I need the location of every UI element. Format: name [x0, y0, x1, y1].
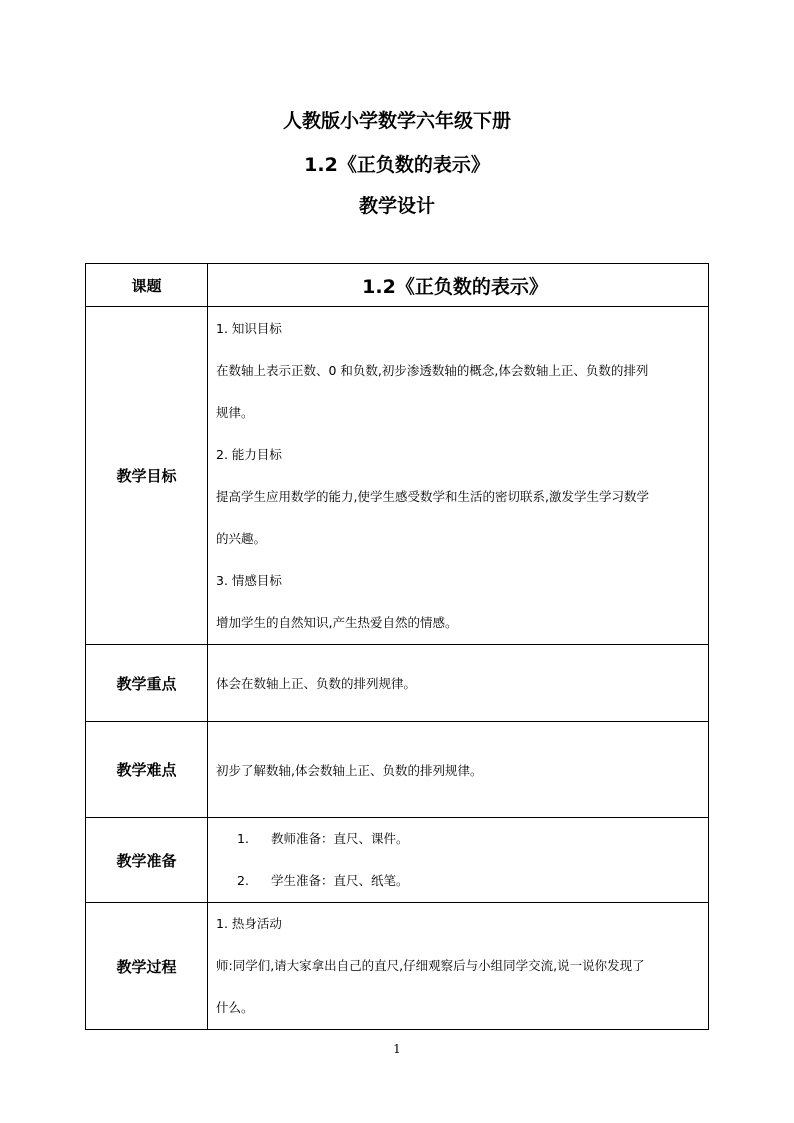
goal-line: 增加学生的自然知识,产生热爱自然的情感。: [216, 615, 458, 630]
process-content: [208, 903, 709, 1030]
page-number: 1: [393, 1042, 401, 1056]
table-row-goals: [86, 307, 709, 645]
difficulty-value: 初步了解数轴,体会数轴上正、负数的排列规律。: [208, 722, 709, 818]
table-row-process: [86, 903, 709, 1030]
topic-label: 课题: [86, 264, 208, 307]
list-text: 学生准备：直尺、纸笔。: [271, 873, 409, 888]
process-line: 什么。: [216, 1000, 254, 1015]
table-row-topic: [86, 264, 709, 307]
difficulty-label: 教学难点: [86, 722, 208, 818]
list-number: 1.: [237, 831, 249, 846]
list-number: 2.: [237, 873, 249, 888]
preparation-content: [208, 818, 709, 903]
goal-line: 的兴趣。: [216, 531, 267, 546]
goals-content: [208, 307, 709, 645]
goal-line: 规律。: [216, 405, 254, 420]
document-subtitle: 教学设计: [358, 195, 435, 217]
key-points-value: 体会在数轴上正、负数的排列规律。: [208, 645, 709, 722]
lesson-plan-table: [85, 263, 709, 1030]
goals-label: 教学目标: [86, 307, 208, 645]
preparation-label: 教学准备: [86, 818, 208, 903]
key-points-label: 教学重点: [86, 645, 208, 722]
lesson-title: 1.2《正负数的表示》: [304, 154, 490, 176]
table-row-preparation: [86, 818, 709, 903]
list-item: [216, 818, 702, 860]
goal-line: 提高学生应用数学的能力,使学生感受数学和生活的密切联系,激发学生学习数学: [216, 489, 649, 504]
process-line: 1. 热身活动: [216, 916, 282, 931]
goal-line: 在数轴上表示正数、0 和负数,初步渗透数轴的概念,体会数轴上正、负数的排列: [216, 363, 649, 378]
goal-line: 3. 情感目标: [216, 573, 282, 588]
process-line: 师:同学们,请大家拿出自己的直尺,仔细观察后与小组同学交流,说一说你发现了: [216, 958, 645, 973]
process-label: 教学过程: [86, 903, 208, 1030]
topic-value: 1.2《正负数的表示》: [208, 264, 709, 307]
list-text: 教师准备：直尺、课件。: [271, 831, 409, 846]
goal-line: 1. 知识目标: [216, 321, 282, 336]
list-item: [216, 860, 702, 902]
document-title: 人教版小学数学六年级下册: [282, 110, 511, 132]
table-row-key-points: [86, 645, 709, 722]
table-row-difficulty: [86, 722, 709, 818]
goal-line: 2. 能力目标: [216, 447, 282, 462]
